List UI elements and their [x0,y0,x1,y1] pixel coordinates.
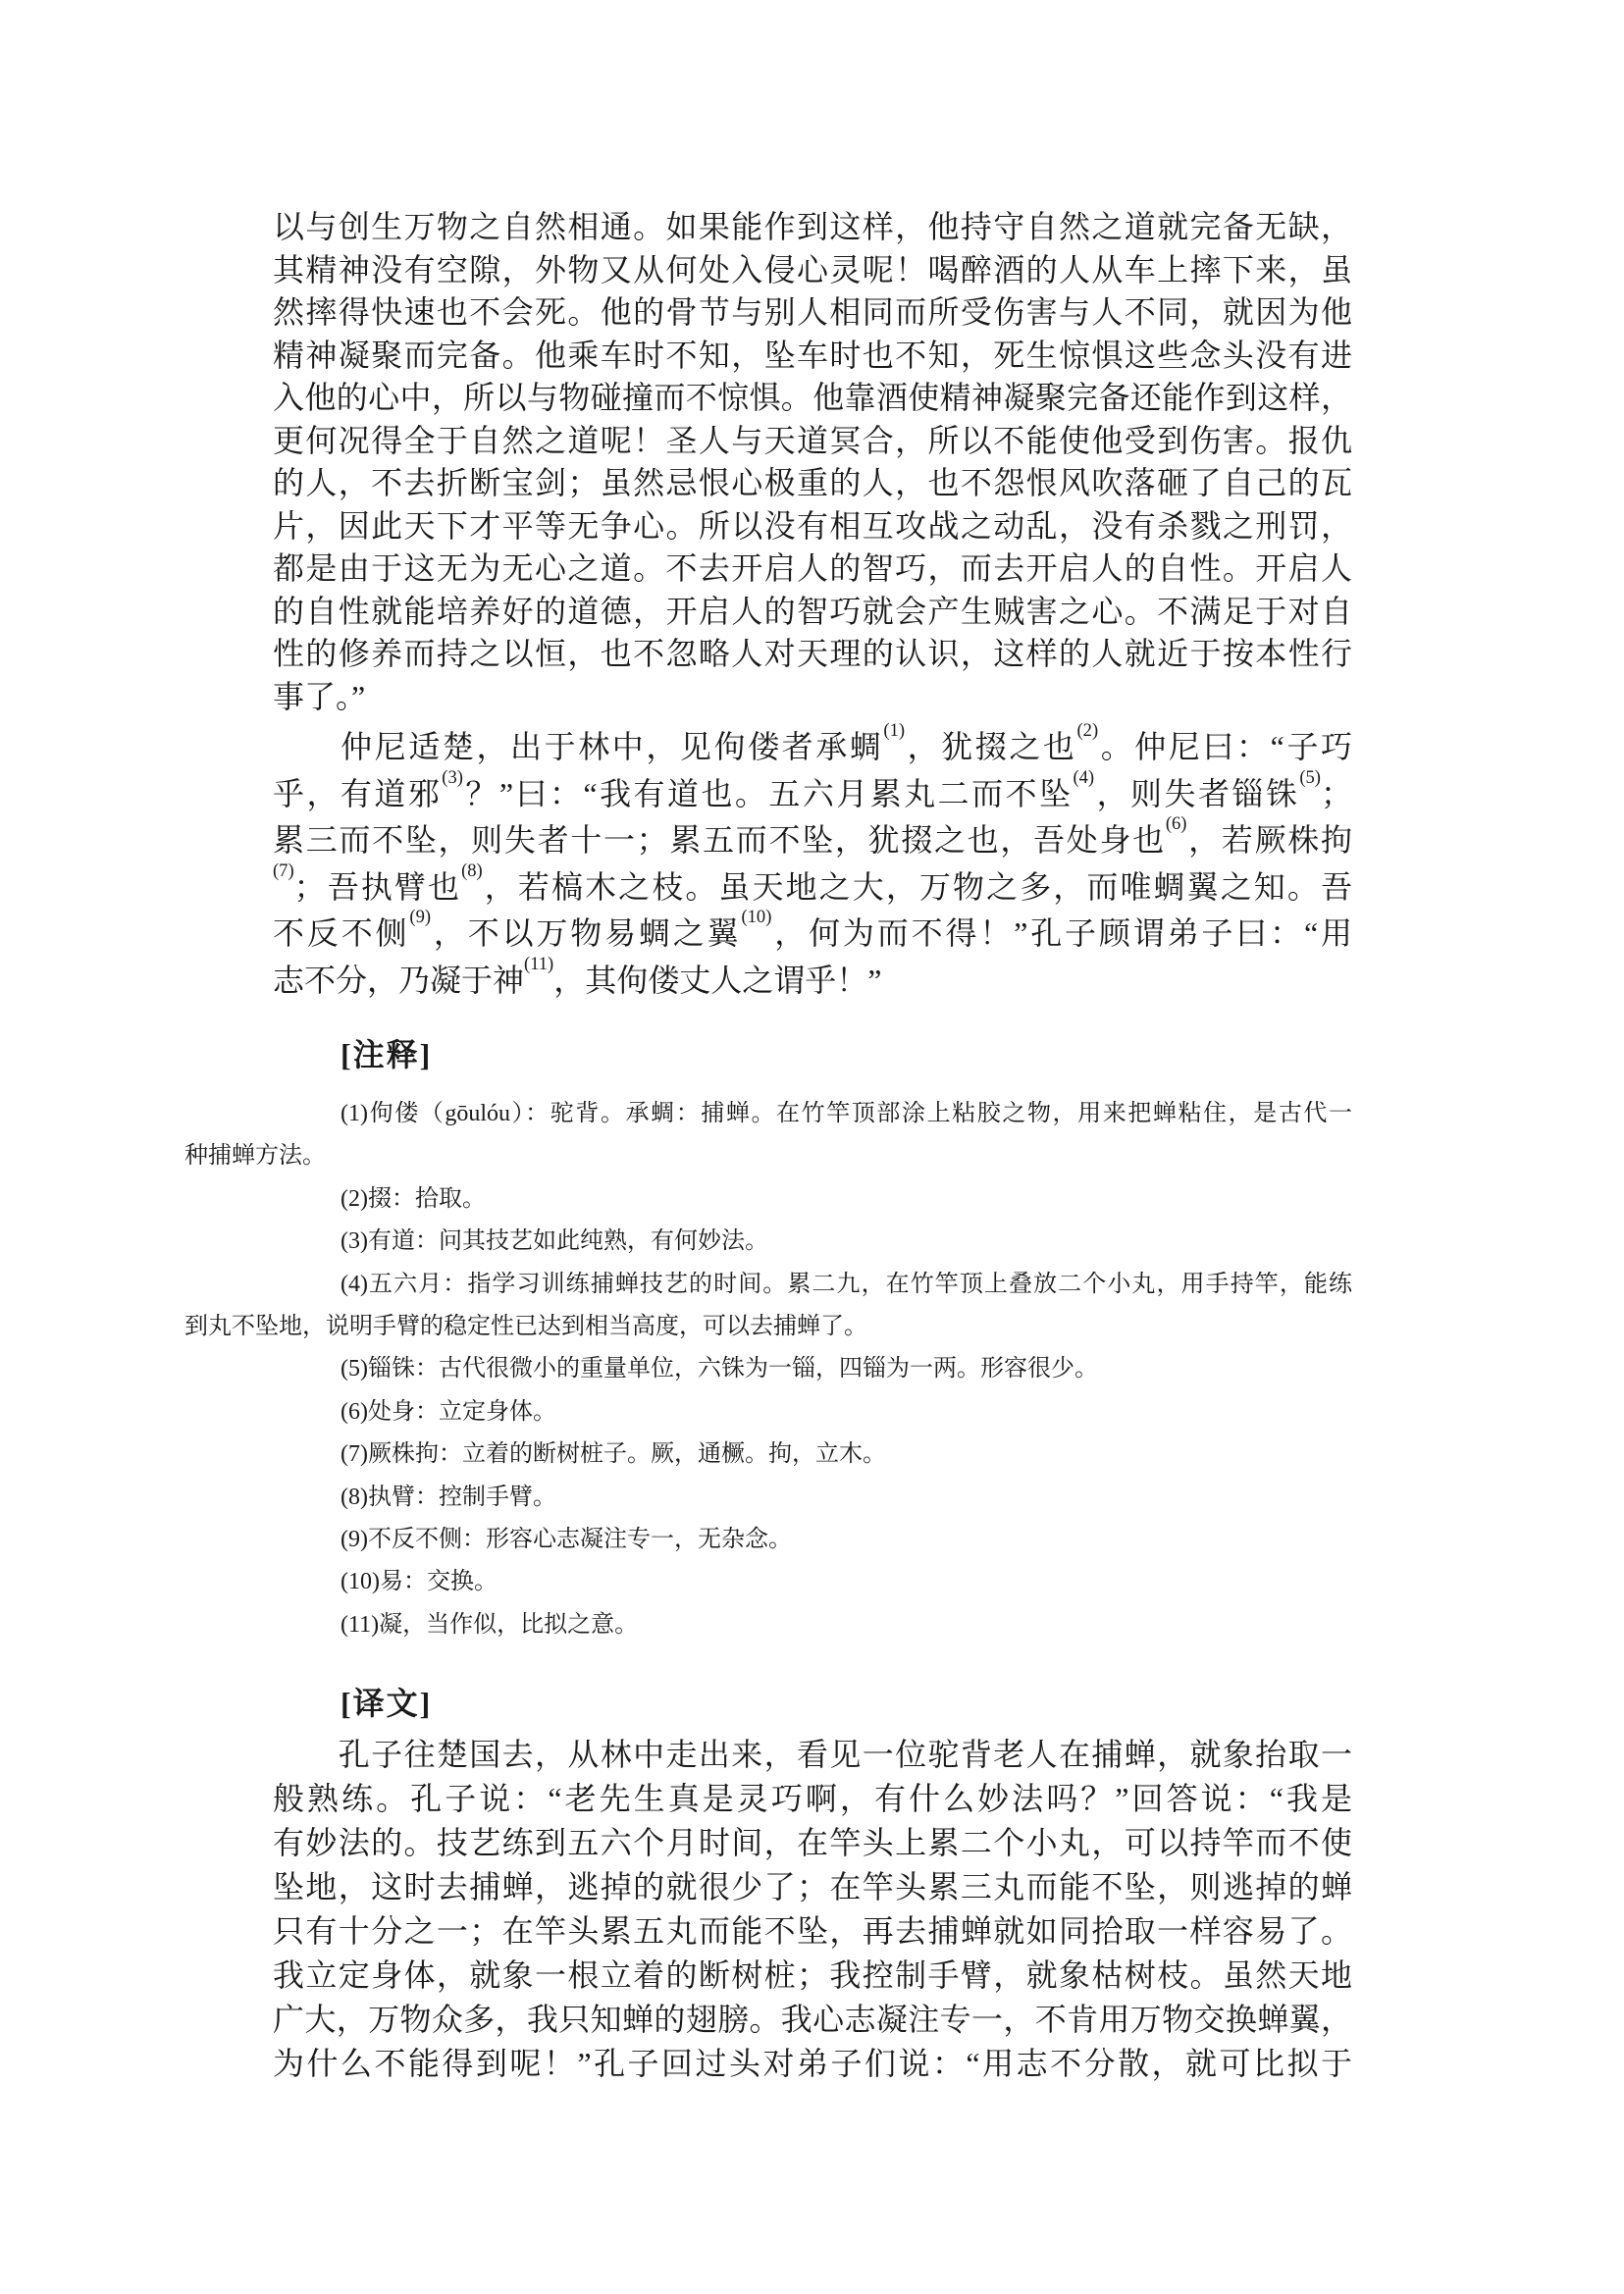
text-line: $^{(7)}$；吾执臂也$^{(8)}$，若槁木之枝。虽天地之大，万物之多，而唯蜩翼之知。吾 [273,860,1352,905]
text-line: 性的修养而持之以恒，也不忽略人对天理的认识，这样的人就近于按本性行 [273,636,1352,671]
text-line: (1)佝偻（gōulóu）：驼背。承蜩：捕蝉。在竹竿顶部涂上粘胶之物，用来把蝉粘住，是古代一 [341,1101,1352,1126]
text-line: 其精神没有空隙，外物又从何处入侵心灵呢！喝醉酒的人从车上摔下来，虽 [273,251,1352,287]
text-line: 仲尼适楚，出于林中，见佝偻者承蜩$^{(1)}$，犹掇之也$^{(2)}$。仲尼曰：“子巧 [273,720,1352,764]
text-line: 种捕蝉方法。 [184,1143,326,1170]
text-line: 只有十分之一；在竿头累五丸而能不坠，再去捕蝉就如同拾取一样容易了。 [273,1913,1352,1949]
text-line: 般熟练。孔子说：“老先生真是灵巧啊，有什么妙法吗？”回答说：“我是 [273,1781,1352,1816]
text-line: 乎，有道邪$^{(3)}$？”曰：“我有道也。五六月累丸二而不坠$^{(4)}$，则失者锱铢$^{(5)}$； [273,766,1352,811]
footnote-ref: (6) [1165,813,1187,835]
text-line: (8)执臂：控制手臂。 [341,1484,556,1510]
text-line: (2)掇：拾取。 [341,1185,486,1212]
footnote-ref: (9) [409,907,432,928]
footnote-ref: (10) [741,907,772,928]
footnote-ref: (1) [883,720,906,742]
footnote-ref: (5) [1299,766,1321,788]
text-line: 我立定身体，就象一根立着的断树桩；我控制手臂，就象枯树枝。虽然天地 [273,1957,1352,1993]
text-line: (7)厥株拘：立着的断树桩子。厥，通橛。拘，立木。 [341,1441,886,1468]
text-line: 以与创生万物之自然相通。如果能作到这样，他持守自然之道就完备无缺， [273,209,1352,244]
footnote-ref: (11) [524,953,554,974]
text-line: (4)五六月：指学习训练捕蝉技艺的时间。累二九，在竹竿顶上叠放二个小丸，用手持竿，能练 [341,1271,1352,1297]
text-line: 然摔得快速也不会死。他的骨节与别人相同而所受伤害与人不同，就因为他 [273,294,1352,330]
annotations-list [184,1093,1352,1646]
footnote-ref: (2) [1076,720,1099,742]
footnote-ref: (7) [273,860,294,881]
text-line: 都是由于这无为无心之道。不去开启人的智巧，而去开启人的自性。开启人 [273,550,1352,586]
body-paragraph-1 [273,206,1352,718]
text-line: (9)不反不侧：形容心志凝注专一，无杂念。 [341,1527,792,1553]
text-line: (11)凝，当作似，比拟之意。 [341,1611,639,1638]
text-line: 志不分，乃凝于神$^{(11)}$，其佝偻丈人之谓乎！” [273,953,882,998]
text-line: 为什么不能得到呢！”孔子回过头对弟子们说：“用志不分散，就可比拟于 [273,2046,1352,2081]
text-line: (10)易：交换。 [341,1569,498,1595]
text-line: 孔子往楚国去，从林中走出来，看见一位驼背老人在捕蝉，就象抬取一 [273,1737,1352,1772]
text-line: 事了。” [273,678,366,714]
translation-header: [译文] [341,1686,433,1721]
text-line: 累三而不坠，则失者十一；累五而不坠，犹掇之也，吾处身也$^{(6)}$，若厥株拘 [273,813,1352,858]
body-paragraph-2 [273,720,1352,1004]
text-line: 入他的心中，所以与物碰撞而不惊惧。他靠酒使精神凝聚完备还能作到这样， [273,380,1352,415]
text-line: 的自性就能培养好的道德，开启人的智巧就会产生贼害之心。不满足于对自 [273,593,1352,629]
text-line: 精神凝聚而完备。他乘车时不知，坠车时也不知，死生惊惧这些念头没有进 [273,337,1352,373]
text-line: 的人，不去折断宝剑；虽然忌恨心极重的人，也不怨恨风吹落砸了自己的瓦 [273,465,1352,500]
text-line: 广大，万物众多，我只知蝉的翅膀。我心志凝注专一，不肯用万物交换蝉翼， [273,2002,1352,2037]
text-line: 到丸不坠地，说明手臂的稳定性已达到相当高度，可以去捕蝉了。 [184,1314,867,1340]
text-line: (5)锱铢：古代很微小的重量单位，六铢为一锱，四锱为一两。形容很少。 [341,1356,1098,1382]
text-line: 更何况得全于自然之道呢！圣人与天道冥合，所以不能使他受到伤害。报仇 [273,422,1352,458]
text-line: 片，因此天下才平等无争心。所以没有相互攻战之动乱，没有杀戮之刑罚， [273,507,1352,544]
text-line: 坠地，这时去捕蝉，逃掉的就很少了；在竿头累三丸而能不坠，则逃掉的蝉 [273,1869,1352,1904]
text-line: (6)处身：立定身体。 [341,1398,556,1425]
annotations-header: [注释] [341,1037,433,1072]
text-line: 不反不侧$^{(9)}$，不以万物易蜩之翼$^{(10)}$，何为而不得！”孔子顾谓弟子曰：“用 [273,907,1352,951]
footnote-ref: (8) [461,860,483,881]
text-line: 有妙法的。技艺练到五六个月时间，在竿头上累二个小丸，可以持竿而不使 [273,1825,1352,1860]
footnote-ref: (3) [442,766,463,788]
footnote-ref: (4) [1073,766,1095,788]
translation-paragraph [273,1733,1352,2086]
text-line: (3)有道：问其技艺如此纯熟，有何妙法。 [341,1228,768,1255]
